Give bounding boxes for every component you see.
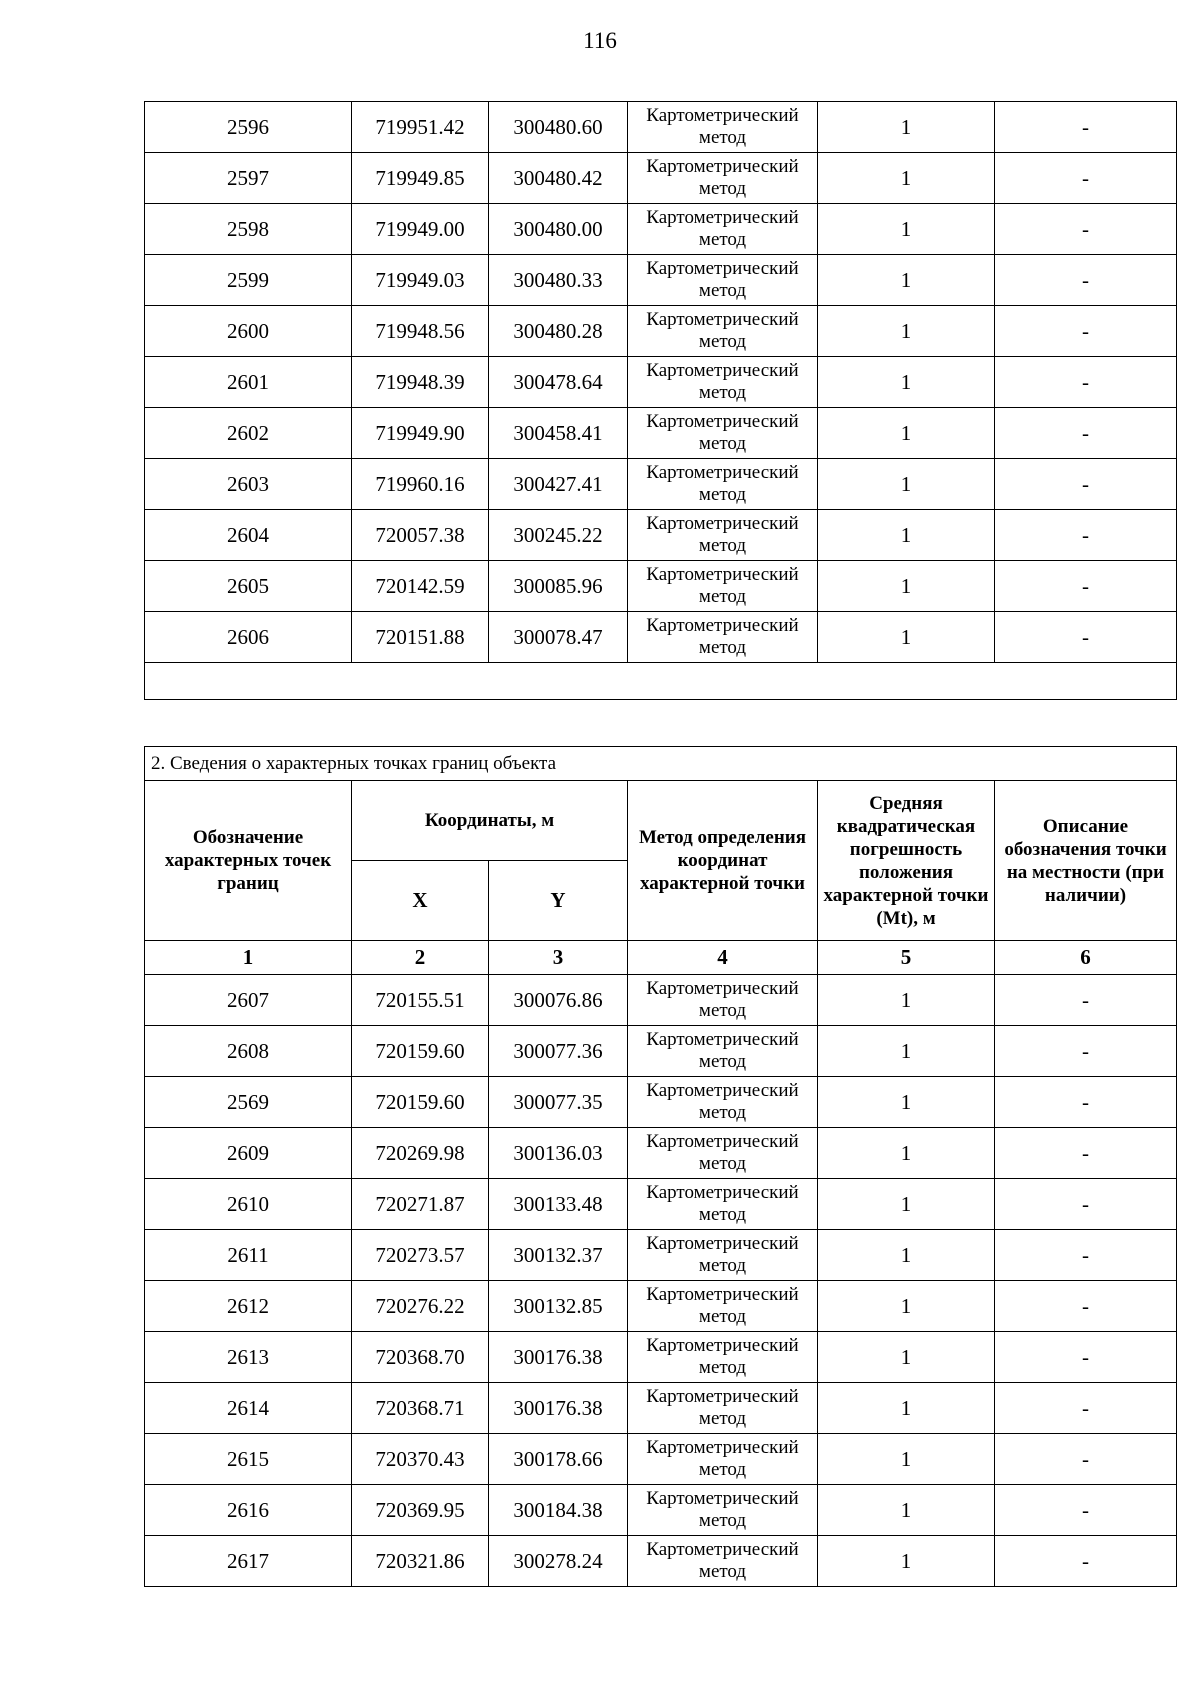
- point-number-cell: 2608: [145, 1026, 352, 1077]
- table-row: [145, 612, 1177, 663]
- y-coordinate-cell: 300077.36: [489, 1026, 628, 1077]
- y-coordinate-cell: 300077.35: [489, 1077, 628, 1128]
- x-coordinate-cell: 719949.00: [352, 204, 489, 255]
- point-number-cell: 2605: [145, 561, 352, 612]
- method-cell: Картометрический метод: [628, 1383, 818, 1434]
- y-coordinate-cell: 300136.03: [489, 1128, 628, 1179]
- x-coordinate-cell: 720368.71: [352, 1383, 489, 1434]
- x-coordinate-cell: 720159.60: [352, 1026, 489, 1077]
- table-row: [145, 1536, 1177, 1587]
- y-coordinate-cell: 300132.85: [489, 1281, 628, 1332]
- description-cell: -: [995, 1434, 1177, 1485]
- table-row: [145, 1281, 1177, 1332]
- error-cell: 1: [818, 1536, 995, 1587]
- error-cell: 1: [818, 153, 995, 204]
- y-coordinate-cell: 300480.33: [489, 255, 628, 306]
- y-coordinate-cell: 300078.47: [489, 612, 628, 663]
- error-cell: 1: [818, 510, 995, 561]
- x-coordinate-cell: 720369.95: [352, 1485, 489, 1536]
- error-cell: 1: [818, 1383, 995, 1434]
- table-row: [145, 1230, 1177, 1281]
- method-cell: Картометрический метод: [628, 204, 818, 255]
- description-cell: -: [995, 204, 1177, 255]
- header-mean-square-error: Средняя квадратическая погрешность положения характерной точки (Mt), м: [818, 781, 995, 941]
- description-cell: -: [995, 1077, 1177, 1128]
- point-number-cell: 2598: [145, 204, 352, 255]
- method-cell: Картометрический метод: [628, 1026, 818, 1077]
- x-coordinate-cell: 719949.85: [352, 153, 489, 204]
- table-row: [145, 1434, 1177, 1485]
- description-cell: -: [995, 1332, 1177, 1383]
- page-number: 116: [583, 28, 617, 53]
- table-row: [145, 510, 1177, 561]
- y-coordinate-cell: 300458.41: [489, 408, 628, 459]
- point-number-cell: 2604: [145, 510, 352, 561]
- error-cell: 1: [818, 408, 995, 459]
- table-row: [145, 1026, 1177, 1077]
- table-row: [145, 1128, 1177, 1179]
- table-caption: 2. Сведения о характерных точках границ объекта: [145, 747, 1177, 781]
- method-cell: Картометрический метод: [628, 153, 818, 204]
- description-cell: -: [995, 1383, 1177, 1434]
- x-coordinate-cell: 720321.86: [352, 1536, 489, 1587]
- y-coordinate-cell: 300176.38: [489, 1332, 628, 1383]
- method-cell: Картометрический метод: [628, 561, 818, 612]
- y-coordinate-cell: 300427.41: [489, 459, 628, 510]
- method-cell: Картометрический метод: [628, 408, 818, 459]
- method-cell: Картометрический метод: [628, 459, 818, 510]
- error-cell: 1: [818, 612, 995, 663]
- table-row: [145, 1383, 1177, 1434]
- method-cell: Картометрический метод: [628, 1128, 818, 1179]
- method-cell: Картометрический метод: [628, 306, 818, 357]
- boundary-points-table: [144, 746, 1177, 1587]
- column-number: 1: [145, 941, 352, 975]
- error-cell: 1: [818, 1434, 995, 1485]
- point-number-cell: 2617: [145, 1536, 352, 1587]
- point-number-cell: 2596: [145, 102, 352, 153]
- table1-body: [145, 102, 1177, 700]
- method-cell: Картометрический метод: [628, 357, 818, 408]
- point-number-cell: 2603: [145, 459, 352, 510]
- x-coordinate-cell: 720271.87: [352, 1179, 489, 1230]
- header-point-designation: Обозначение характерных точек границ: [145, 781, 352, 941]
- header-method: Метод определения координат характерной точки: [628, 781, 818, 941]
- y-coordinate-cell: 300480.60: [489, 102, 628, 153]
- x-coordinate-cell: 720142.59: [352, 561, 489, 612]
- error-cell: 1: [818, 357, 995, 408]
- point-number-cell: 2602: [145, 408, 352, 459]
- description-cell: -: [995, 1281, 1177, 1332]
- x-coordinate-cell: 720151.88: [352, 612, 489, 663]
- x-coordinate-cell: 719948.39: [352, 357, 489, 408]
- empty-row: [145, 663, 1177, 700]
- point-number-cell: 2611: [145, 1230, 352, 1281]
- header-x: X: [352, 861, 489, 941]
- description-cell: -: [995, 1128, 1177, 1179]
- error-cell: 1: [818, 1179, 995, 1230]
- x-coordinate-cell: 720273.57: [352, 1230, 489, 1281]
- description-cell: -: [995, 612, 1177, 663]
- column-number: 3: [489, 941, 628, 975]
- error-cell: 1: [818, 1077, 995, 1128]
- description-cell: -: [995, 1536, 1177, 1587]
- x-coordinate-cell: 720368.70: [352, 1332, 489, 1383]
- x-coordinate-cell: 719949.90: [352, 408, 489, 459]
- point-number-cell: 2601: [145, 357, 352, 408]
- error-cell: 1: [818, 1230, 995, 1281]
- table-row: [145, 204, 1177, 255]
- point-number-cell: 2607: [145, 975, 352, 1026]
- table-row: [145, 357, 1177, 408]
- method-cell: Картометрический метод: [628, 102, 818, 153]
- boundary-points-table-continued: [144, 101, 1177, 700]
- y-coordinate-cell: 300480.42: [489, 153, 628, 204]
- x-coordinate-cell: 720269.98: [352, 1128, 489, 1179]
- description-cell: -: [995, 255, 1177, 306]
- error-cell: 1: [818, 102, 995, 153]
- y-coordinate-cell: 300480.28: [489, 306, 628, 357]
- error-cell: 1: [818, 561, 995, 612]
- table-row: [145, 1077, 1177, 1128]
- description-cell: -: [995, 975, 1177, 1026]
- table-row: [145, 306, 1177, 357]
- column-number: 2: [352, 941, 489, 975]
- point-number-cell: 2606: [145, 612, 352, 663]
- table-row: [145, 561, 1177, 612]
- header-coordinates: Координаты, м: [352, 781, 628, 861]
- x-coordinate-cell: 719951.42: [352, 102, 489, 153]
- point-number-cell: 2599: [145, 255, 352, 306]
- table-row: [145, 1179, 1177, 1230]
- error-cell: 1: [818, 1281, 995, 1332]
- error-cell: 1: [818, 1332, 995, 1383]
- point-number-cell: 2597: [145, 153, 352, 204]
- method-cell: Картометрический метод: [628, 255, 818, 306]
- column-number: 6: [995, 941, 1177, 975]
- x-coordinate-cell: 719949.03: [352, 255, 489, 306]
- description-cell: -: [995, 102, 1177, 153]
- empty-cell: [145, 663, 1177, 700]
- point-number-cell: 2609: [145, 1128, 352, 1179]
- table2-body: [145, 975, 1177, 1587]
- header-description: Описание обозначения точки на местности (при наличии): [995, 781, 1177, 941]
- error-cell: 1: [818, 204, 995, 255]
- y-coordinate-cell: 300132.37: [489, 1230, 628, 1281]
- description-cell: -: [995, 153, 1177, 204]
- x-coordinate-cell: 720276.22: [352, 1281, 489, 1332]
- table-row: [145, 1485, 1177, 1536]
- column-number: 4: [628, 941, 818, 975]
- table-row: [145, 153, 1177, 204]
- y-coordinate-cell: 300133.48: [489, 1179, 628, 1230]
- error-cell: 1: [818, 459, 995, 510]
- error-cell: 1: [818, 255, 995, 306]
- description-cell: -: [995, 459, 1177, 510]
- description-cell: -: [995, 510, 1177, 561]
- point-number-cell: 2614: [145, 1383, 352, 1434]
- x-coordinate-cell: 720370.43: [352, 1434, 489, 1485]
- error-cell: 1: [818, 306, 995, 357]
- point-number-cell: 2569: [145, 1077, 352, 1128]
- table-row: [145, 975, 1177, 1026]
- point-number-cell: 2612: [145, 1281, 352, 1332]
- description-cell: -: [995, 357, 1177, 408]
- point-number-cell: 2615: [145, 1434, 352, 1485]
- description-cell: -: [995, 561, 1177, 612]
- description-cell: -: [995, 1179, 1177, 1230]
- x-coordinate-cell: 719960.16: [352, 459, 489, 510]
- description-cell: -: [995, 1230, 1177, 1281]
- method-cell: Картометрический метод: [628, 975, 818, 1026]
- error-cell: 1: [818, 1026, 995, 1077]
- table-row: [145, 102, 1177, 153]
- y-coordinate-cell: 300278.24: [489, 1536, 628, 1587]
- point-number-cell: 2610: [145, 1179, 352, 1230]
- x-coordinate-cell: 720057.38: [352, 510, 489, 561]
- method-cell: Картометрический метод: [628, 612, 818, 663]
- method-cell: Картометрический метод: [628, 1077, 818, 1128]
- method-cell: Картометрический метод: [628, 1434, 818, 1485]
- method-cell: Картометрический метод: [628, 1230, 818, 1281]
- y-coordinate-cell: 300184.38: [489, 1485, 628, 1536]
- description-cell: -: [995, 1485, 1177, 1536]
- header-y: Y: [489, 861, 628, 941]
- y-coordinate-cell: 300076.86: [489, 975, 628, 1026]
- method-cell: Картометрический метод: [628, 1536, 818, 1587]
- method-cell: Картометрический метод: [628, 1485, 818, 1536]
- error-cell: 1: [818, 1485, 995, 1536]
- point-number-cell: 2616: [145, 1485, 352, 1536]
- column-number: 5: [818, 941, 995, 975]
- description-cell: -: [995, 1026, 1177, 1077]
- method-cell: Картометрический метод: [628, 1179, 818, 1230]
- y-coordinate-cell: 300178.66: [489, 1434, 628, 1485]
- error-cell: 1: [818, 1128, 995, 1179]
- x-coordinate-cell: 719948.56: [352, 306, 489, 357]
- point-number-cell: 2613: [145, 1332, 352, 1383]
- y-coordinate-cell: 300245.22: [489, 510, 628, 561]
- description-cell: -: [995, 306, 1177, 357]
- description-cell: -: [995, 408, 1177, 459]
- method-cell: Картометрический метод: [628, 1332, 818, 1383]
- method-cell: Картометрический метод: [628, 1281, 818, 1332]
- x-coordinate-cell: 720159.60: [352, 1077, 489, 1128]
- method-cell: Картометрический метод: [628, 510, 818, 561]
- y-coordinate-cell: 300478.64: [489, 357, 628, 408]
- table-row: [145, 408, 1177, 459]
- point-number-cell: 2600: [145, 306, 352, 357]
- x-coordinate-cell: 720155.51: [352, 975, 489, 1026]
- table-row: [145, 255, 1177, 306]
- y-coordinate-cell: 300085.96: [489, 561, 628, 612]
- table-row: [145, 1332, 1177, 1383]
- y-coordinate-cell: 300480.00: [489, 204, 628, 255]
- y-coordinate-cell: 300176.38: [489, 1383, 628, 1434]
- table-row: [145, 459, 1177, 510]
- error-cell: 1: [818, 975, 995, 1026]
